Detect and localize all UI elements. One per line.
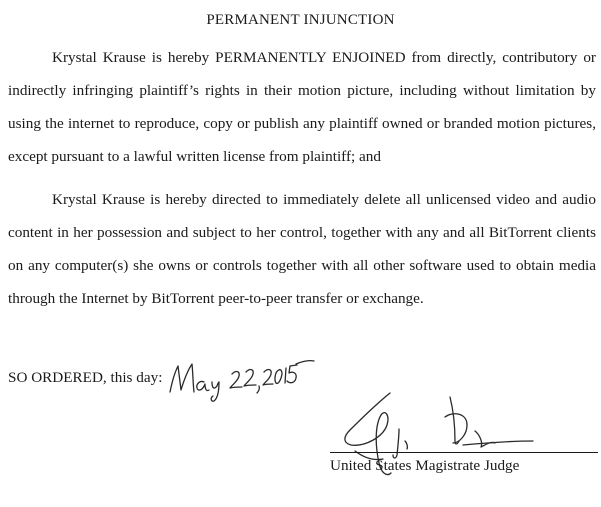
paragraph-injunction: Krystal Krause is hereby PERMANENTLY ENJOINED from directly, contributory or indirectly infringing plaintiff’s rights in their motion picture, including without limitation by using the internet to reproduce, copy or publish any plaintiff owned or branded motion pictures, except pursuant to a lawful written license from plaintiff; and — [8, 49, 596, 165]
order-label: SO ORDERED, this day: — [8, 369, 163, 386]
signature-caption: United States Magistrate Judge — [330, 457, 520, 474]
handwritten-date — [166, 352, 316, 402]
signature-line — [330, 452, 598, 453]
document-title: PERMANENT INJUNCTION — [206, 12, 395, 28]
paragraph-delete-order: Krystal Krause is hereby directed to immediately delete all unlicensed video and audio content in her possession and subject to her control, together with any and all BitTorrent clients on any computer(s) she owns or controls together with all other software used to obtain media through the Internet by BitTorrent peer-to-peer transfer or exchange. — [8, 191, 596, 307]
